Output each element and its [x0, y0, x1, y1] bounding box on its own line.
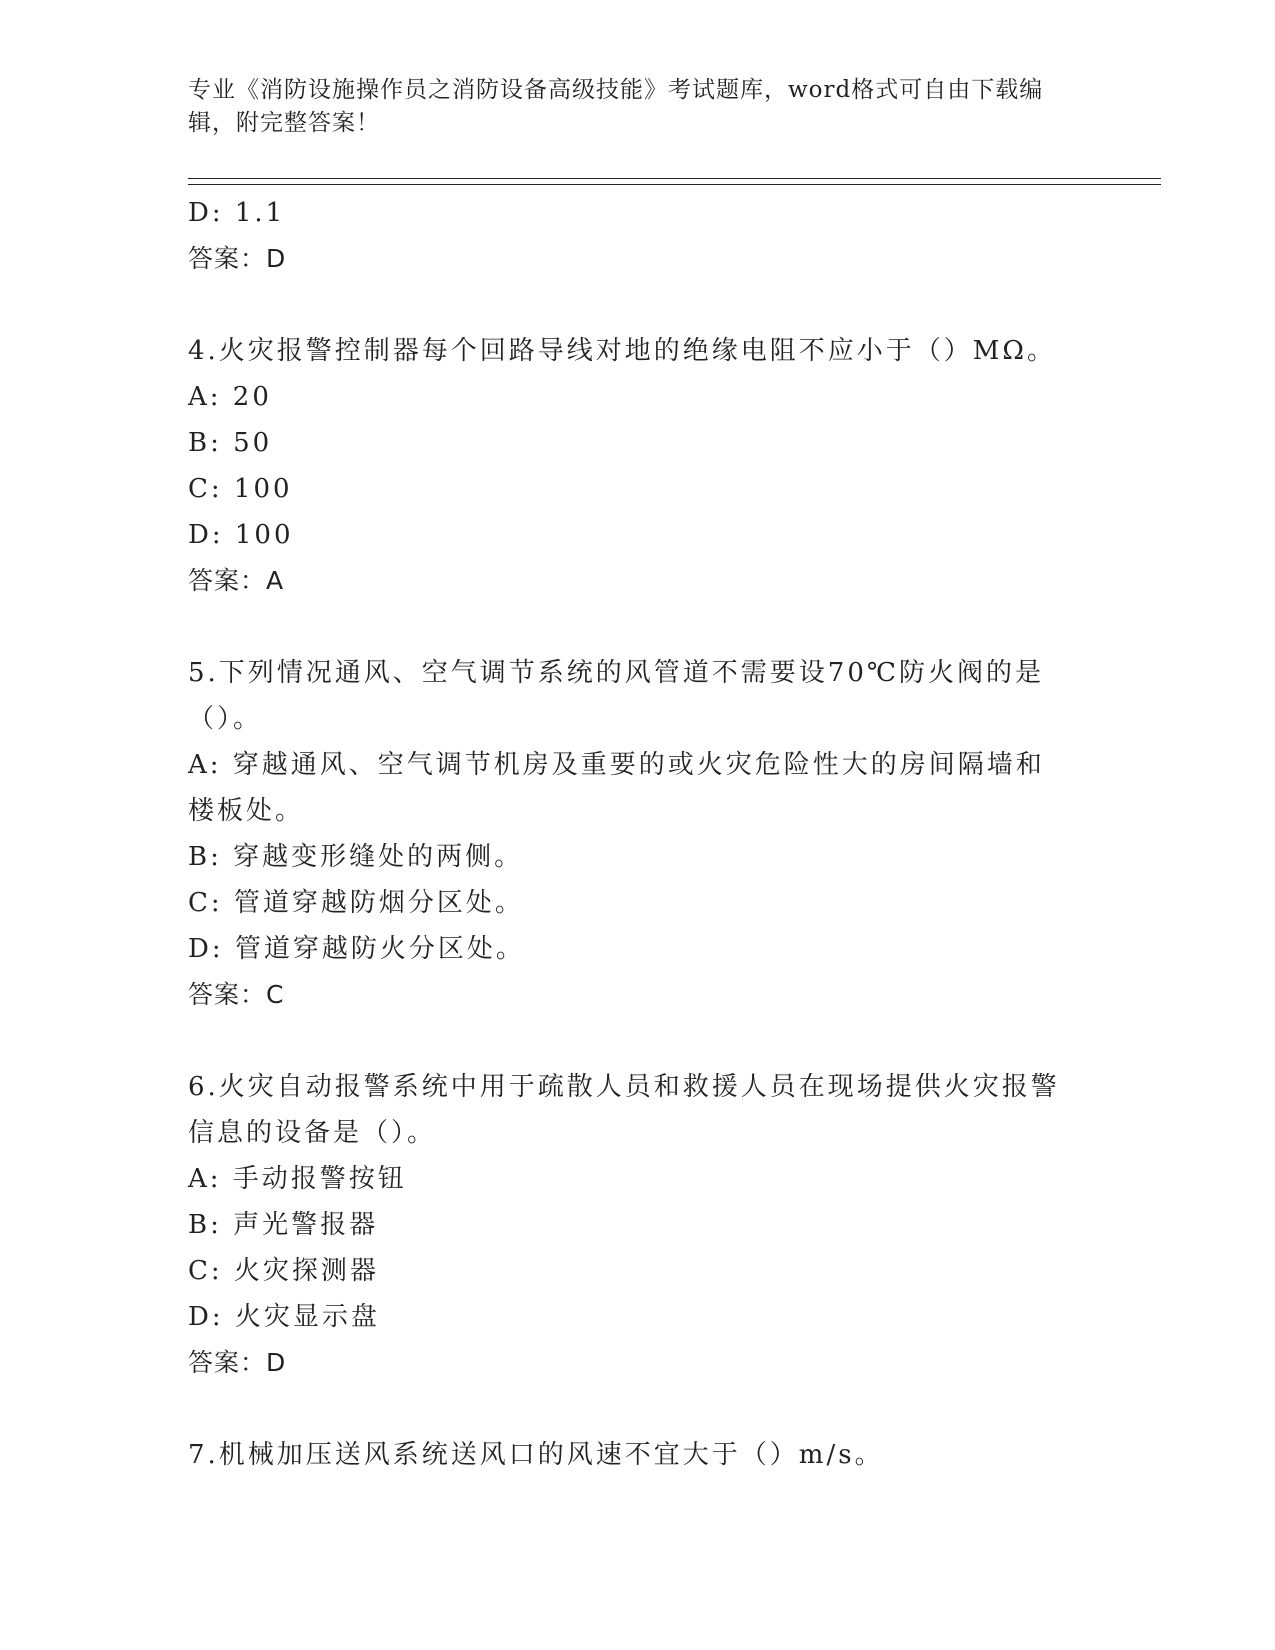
- option-b: B: 穿越变形缝处的两侧。: [188, 842, 524, 872]
- option-a: A: 穿越通风、空气调节机房及重要的或火灾危险性大的房间隔墙和楼板处。: [188, 750, 1045, 826]
- option-a: A: 20: [188, 382, 272, 412]
- answer-line: 答案：D: [188, 1348, 287, 1377]
- question-list: [188, 190, 1088, 1478]
- question-stem: 6.火灾自动报警系统中用于疏散人员和救援人员在现场提供火灾报警信息的设备是（）。: [188, 1072, 1060, 1148]
- document-header: 专业《消防设施操作员之消防设备高级技能》考试题库，word格式可自由下载编辑，附完整答案！: [188, 77, 1044, 136]
- question-4: [188, 328, 1088, 604]
- option-d: D: 管道穿越防火分区处。: [188, 934, 525, 964]
- option-c: C: 火灾探测器: [188, 1256, 379, 1286]
- answer-line: 答案：D: [188, 244, 287, 273]
- question-stem: 5.下列情况通风、空气调节系统的风管道不需要设70℃防火阀的是（）。: [188, 658, 1044, 734]
- option-b: B: 声光警报器: [188, 1210, 379, 1240]
- question-stem: 4.火灾报警控制器每个回路导线对地的绝缘电阻不应小于（）MΩ。: [188, 336, 1056, 366]
- option-c: C: 100: [188, 474, 293, 504]
- question-6: [188, 1064, 1088, 1386]
- option-d: D: 火灾显示盘: [188, 1302, 380, 1332]
- header-divider: [188, 178, 1161, 185]
- question-5: [188, 650, 1088, 1018]
- option-c: C: 管道穿越防烟分区处。: [188, 888, 524, 918]
- option-b: B: 50: [188, 428, 273, 458]
- answer-line: 答案：A: [188, 566, 285, 595]
- option-d: D: 100: [188, 520, 294, 550]
- question-stem: 7.机械加压送风系统送风口的风速不宜大于（）m/s。: [188, 1440, 884, 1470]
- question-7: [188, 1432, 1088, 1478]
- option-a: A: 手动报警按钮: [188, 1164, 407, 1194]
- option-d: D: 1.1: [188, 198, 286, 228]
- answer-line: 答案：C: [188, 980, 285, 1009]
